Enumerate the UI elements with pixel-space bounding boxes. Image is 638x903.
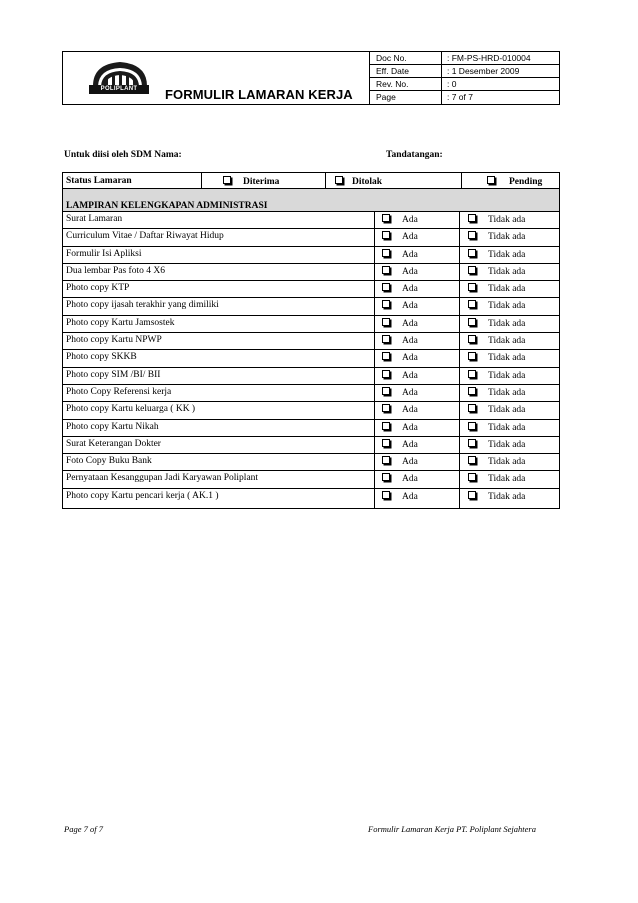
option-ada[interactable]: Ada <box>382 335 418 346</box>
checkbox-icon[interactable] <box>468 283 476 291</box>
checkbox-icon[interactable] <box>468 456 476 464</box>
meta-eff-date: Eff. Date : 1 Desember 2009 <box>370 65 559 78</box>
checkbox-icon[interactable] <box>382 214 390 222</box>
status-ditolak[interactable]: Ditolak <box>335 176 382 187</box>
document-header <box>62 51 560 105</box>
option-tidak-ada[interactable]: Tidak ada <box>468 370 525 381</box>
option-tidak-ada[interactable]: Tidak ada <box>468 387 525 398</box>
table-row <box>63 454 559 471</box>
checkbox-icon[interactable] <box>468 335 476 343</box>
option-ada[interactable]: Ada <box>382 473 418 484</box>
option-ada[interactable]: Ada <box>382 491 418 502</box>
checkbox-icon[interactable] <box>382 318 390 326</box>
option-tidak-ada[interactable]: Tidak ada <box>468 231 525 242</box>
checkbox-icon[interactable] <box>382 370 390 378</box>
option-ada[interactable]: Ada <box>382 300 418 311</box>
table-row <box>63 212 559 229</box>
checkbox-icon[interactable] <box>468 473 476 481</box>
table-row <box>63 298 559 315</box>
checkbox-icon[interactable] <box>468 422 476 430</box>
option-ada[interactable]: Ada <box>382 231 418 242</box>
table-row <box>63 316 559 333</box>
checkbox-icon[interactable] <box>468 387 476 395</box>
item-label: Photo Copy Referensi kerja <box>66 386 172 397</box>
option-ada[interactable]: Ada <box>382 439 418 450</box>
logo-text: POLIPLANT <box>89 85 149 94</box>
option-ada[interactable]: Ada <box>382 370 418 381</box>
checkbox-icon[interactable] <box>382 335 390 343</box>
option-ada[interactable]: Ada <box>382 214 418 225</box>
checkbox-icon[interactable] <box>382 352 390 360</box>
option-tidak-ada[interactable]: Tidak ada <box>468 283 525 294</box>
checkbox-icon[interactable] <box>468 404 476 412</box>
checkbox-icon[interactable] <box>382 249 390 257</box>
item-label: Photo copy Kartu keluarga ( KK ) <box>66 404 196 415</box>
item-label: Photo copy SKKB <box>66 352 137 363</box>
item-label: Curriculum Vitae / Daftar Riwayat Hidup <box>66 231 224 242</box>
table-row <box>63 385 559 402</box>
option-tidak-ada[interactable]: Tidak ada <box>468 491 525 502</box>
checkbox-icon[interactable] <box>382 300 390 308</box>
table-row <box>63 420 559 437</box>
option-tidak-ada[interactable]: Tidak ada <box>468 266 525 277</box>
lampiran-table <box>62 189 560 509</box>
option-tidak-ada[interactable]: Tidak ada <box>468 318 525 329</box>
checkbox-icon[interactable] <box>382 456 390 464</box>
item-label: Surat Keterangan Dokter <box>66 438 161 449</box>
option-ada[interactable]: Ada <box>382 387 418 398</box>
sdm-name-label: Untuk diisi oleh SDM Nama: <box>64 150 182 160</box>
item-label: Photo copy Kartu pencari kerja ( AK.1 ) <box>66 490 219 501</box>
option-tidak-ada[interactable]: Tidak ada <box>468 352 525 363</box>
meta-page: Page : 7 of 7 <box>376 92 473 102</box>
checkbox-icon[interactable] <box>382 404 390 412</box>
footer-doc-title: Formulir Lamaran Kerja PT. Poliplant Sejahtera <box>368 824 536 834</box>
checkbox-icon[interactable] <box>468 266 476 274</box>
checkbox-icon[interactable] <box>468 370 476 378</box>
option-ada[interactable]: Ada <box>382 266 418 277</box>
checkbox-icon[interactable] <box>468 318 476 326</box>
checkbox-icon[interactable] <box>382 439 390 447</box>
checkbox-icon[interactable] <box>382 473 390 481</box>
status-label: Status Lamaran <box>66 176 132 186</box>
meta-doc-no: Doc No. : FM-PS-HRD-010004 <box>370 52 559 65</box>
footer-page: Page 7 of 7 <box>64 824 103 834</box>
item-label: Photo copy Kartu Jamsostek <box>66 317 175 328</box>
status-pending[interactable]: Pending <box>487 176 542 187</box>
checkbox-icon[interactable] <box>468 439 476 447</box>
table-row <box>63 350 559 367</box>
form-title: FORMULIR LAMARAN KERJA <box>165 87 353 102</box>
option-ada[interactable]: Ada <box>382 318 418 329</box>
table-row <box>63 471 559 488</box>
checkbox-icon[interactable] <box>382 266 390 274</box>
option-tidak-ada[interactable]: Tidak ada <box>468 439 525 450</box>
option-ada[interactable]: Ada <box>382 352 418 363</box>
table-row <box>63 333 559 350</box>
option-ada[interactable]: Ada <box>382 404 418 415</box>
option-ada[interactable]: Ada <box>382 456 418 467</box>
item-label: Surat Lamaran <box>66 214 123 224</box>
table-row <box>63 229 559 246</box>
status-diterima[interactable]: Diterima <box>223 176 279 187</box>
checkbox-icon[interactable] <box>382 283 390 291</box>
table-row <box>63 437 559 454</box>
option-tidak-ada[interactable]: Tidak ada <box>468 456 525 467</box>
checkbox-icon[interactable] <box>382 422 390 430</box>
checkbox-icon[interactable] <box>223 176 231 184</box>
table-row <box>63 402 559 419</box>
checkbox-icon[interactable] <box>382 387 390 395</box>
checkbox-icon[interactable] <box>468 300 476 308</box>
option-tidak-ada[interactable]: Tidak ada <box>468 335 525 346</box>
checkbox-icon[interactable] <box>382 491 390 499</box>
table-row <box>63 247 559 264</box>
checkbox-icon[interactable] <box>468 249 476 257</box>
option-tidak-ada[interactable]: Tidak ada <box>468 214 525 225</box>
option-ada[interactable]: Ada <box>382 422 418 433</box>
checkbox-icon[interactable] <box>382 231 390 239</box>
item-label: Photo copy Kartu Nikah <box>66 421 159 432</box>
signature-label: Tandatangan: <box>386 150 443 160</box>
option-ada[interactable]: Ada <box>382 283 418 294</box>
item-label: Photo copy ijasah terakhir yang dimiliki <box>66 300 219 311</box>
checkbox-icon[interactable] <box>468 352 476 360</box>
option-tidak-ada[interactable]: Tidak ada <box>468 300 525 311</box>
option-tidak-ada[interactable]: Tidak ada <box>468 249 525 260</box>
table-row <box>63 264 559 281</box>
lampiran-heading: LAMPIRAN KELENGKAPAN ADMINISTRASI <box>63 189 559 212</box>
document-meta <box>370 52 559 104</box>
item-label: Formulir Isi Apliksi <box>66 248 142 259</box>
meta-rev-no: Rev. No. : 0 <box>370 78 559 91</box>
checkbox-icon[interactable] <box>468 231 476 239</box>
table-row <box>63 368 559 385</box>
status-lamaran-row <box>62 172 560 189</box>
option-ada[interactable]: Ada <box>382 249 418 260</box>
item-label: Photo copy KTP <box>66 283 130 294</box>
option-tidak-ada[interactable]: Tidak ada <box>468 422 525 433</box>
item-label: Photo copy SIM /BI/ BII <box>66 369 161 380</box>
option-tidak-ada[interactable]: Tidak ada <box>468 404 525 415</box>
option-tidak-ada[interactable]: Tidak ada <box>468 473 525 484</box>
checkbox-icon[interactable] <box>468 214 476 222</box>
checkbox-icon[interactable] <box>468 491 476 499</box>
checkbox-icon[interactable] <box>335 176 343 184</box>
item-label: Dua lembar Pas foto 4 X6 <box>66 265 165 276</box>
checkbox-icon[interactable] <box>487 176 495 184</box>
item-label: Photo copy Kartu NPWP <box>66 335 162 346</box>
table-row <box>63 281 559 298</box>
item-label: Pernyataan Kesanggupan Jadi Karyawan Poliplant <box>66 473 259 484</box>
table-row <box>63 489 559 508</box>
item-label: Foto Copy Buku Bank <box>66 456 152 467</box>
